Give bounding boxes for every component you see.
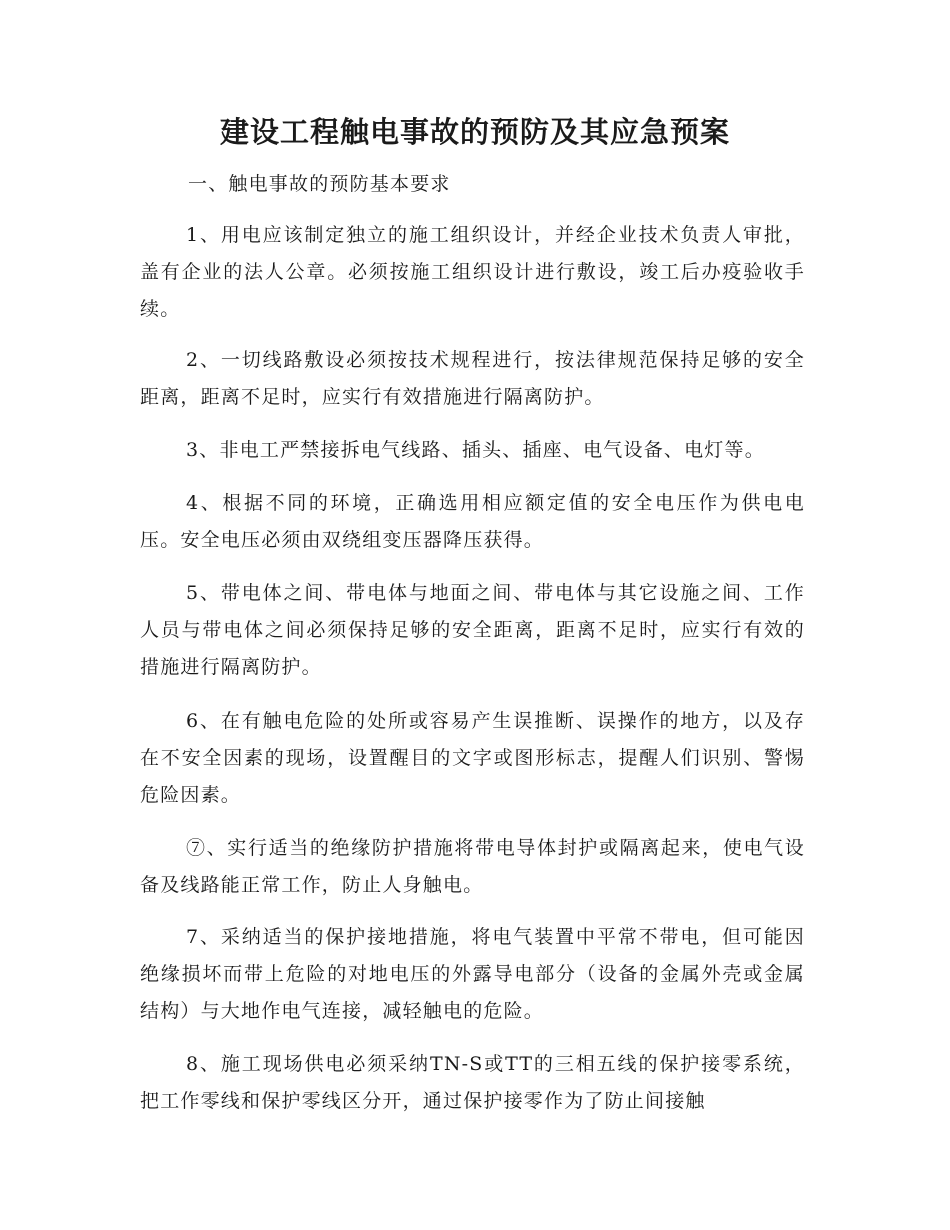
paragraph-7: ⑦、实行适当的绝缘防护措施将带电导体封护或隔离起来，使电气设备及线路能正常工作，防止人身触电。 bbox=[140, 837, 805, 896]
paragraph-1: 1、用电应该制定独立的施工组织设计，并经企业技术负责人审批，盖有企业的法人公章。必须按施工组织设计进行敷设，竣工后办疫验收手续。 bbox=[140, 224, 805, 320]
paragraph-5: 5、带电体之间、带电体与地面之间、带电体与其它设施之间、工作人员与带电体之间必须保持足够的安全距离，距离不足时，应实行有效的措施进行隔离防护。 bbox=[140, 582, 805, 678]
paragraph-4: 4、根据不同的环境，正确选用相应额定值的安全电压作为供电电压。安全电压必须由双绕组变压器降压获得。 bbox=[140, 492, 805, 551]
paragraph-2: 2、一切线路敷设必须按技术规程进行，按法律规范保持足够的安全距离，距离不足时，应实行有效措施进行隔离防护。 bbox=[140, 349, 805, 408]
paragraph-8: 7、采纳适当的保护接地措施，将电气装置中平常不带电，但可能因绝缘损坏而带上危险的对地电压的外露导电部分（设备的金属外壳或金属结构）与大地作电气连接，减轻触电的危险。 bbox=[140, 926, 805, 1022]
document-title: 建设工程触电事故的预防及其应急预案 bbox=[219, 115, 730, 149]
paragraph-9: 8、施工现场供电必须采纳TN-S或TT的三相五线的保护接零系统，把工作零线和保护零线区分开，通过保护接零作为了防止间接触 bbox=[140, 1053, 805, 1112]
section-heading: 一、触电事故的预防基本要求 bbox=[188, 173, 451, 195]
paragraph-6: 6、在有触电危险的处所或容易产生误推断、误操作的地方，以及存在不安全因素的现场，设置醒目的文字或图形标志，提醒人们识别、警惕危险因素。 bbox=[140, 710, 805, 806]
paragraph-3: 3、非电工严禁接拆电气线路、插头、插座、电气设备、电灯等。 bbox=[186, 439, 765, 461]
